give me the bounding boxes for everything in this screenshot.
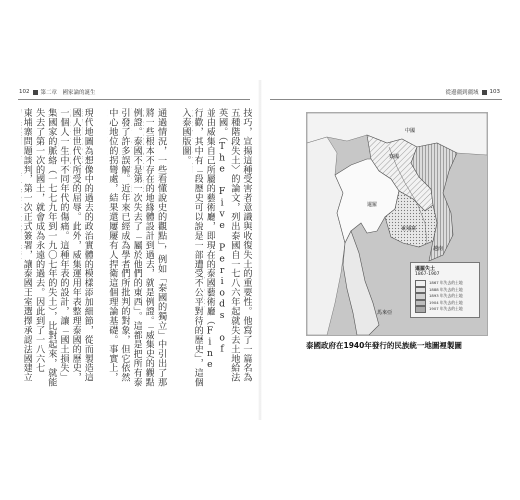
text-column: 英國。（The Five Periods of xyxy=(216,108,228,355)
map-label-malaya: 馬來亞 xyxy=(377,310,393,316)
text-column: 一個人一生中不同年代的傷痛。這種年表的設計，讓「國土損失」 xyxy=(58,108,69,383)
map-label-vietnam: 越南 xyxy=(433,246,444,252)
text-column: 現代地圖為想像中的過去的政治實體的模樣添加細節，從而製造這 xyxy=(82,108,94,383)
text-column: 例證。泰國不是第一次失去了「屬於他們的東西」。這都是把所有泰 xyxy=(131,108,143,387)
text-column xyxy=(95,108,106,390)
text-column: 將一些根本不存在的地緣體設計到過去，就是例證。「威集史的觀點 xyxy=(143,108,155,387)
text-column: 失去了第一次的國土，就會成為永遠的過去。因此到了一八六七 xyxy=(33,108,45,373)
legend-item-label: 1867 年失去的土地 xyxy=(429,280,463,286)
map-label-cambodia: 東埔寨 xyxy=(401,226,417,232)
map-label-laos: 寮國 xyxy=(389,154,400,160)
book-gutter xyxy=(258,80,262,420)
malaya-region xyxy=(343,231,379,335)
legend-title: 暹羅失土 xyxy=(415,266,436,272)
text-column: 並由威集自己所屬的藝術廳，即現在的泰國藝術廳（Fine xyxy=(204,108,216,371)
left-running-head xyxy=(19,86,96,98)
figure-caption: 泰國政府在1940年發行的民族統一地圖裡製圖 xyxy=(306,341,462,350)
map-label-siam: 暹羅 xyxy=(367,202,378,208)
left-page-number: 102 xyxy=(19,89,30,95)
map-legend xyxy=(410,262,480,318)
legend-item-label: 1888 年失去的土地 xyxy=(429,286,463,292)
text-column: 集國家的脈絡（一七七九年到一九〇七年的失土），比對起來，就能 xyxy=(45,108,57,387)
right-page-number: 103 xyxy=(489,89,500,95)
map-label-china: 中國 xyxy=(405,128,416,134)
left-header-rule xyxy=(18,99,250,100)
text-column: 東埔寨問題談判，第一次正式簽署，讓泰國王室選擇承認法國建立 xyxy=(21,108,33,383)
body-text xyxy=(18,108,252,390)
left-chapter-title: 第二章 國家論的誕生 xyxy=(40,90,96,96)
legend-item-label: 1893 年失去的土地 xyxy=(429,293,463,299)
text-column: 國人世世代代所受的屈辱。此外，威集運用年表整理泰國的歷史， xyxy=(70,108,82,383)
text-column: 中心地位的拐彎處，結果還屢屢有人捍衛這個理論基礎。事實上， xyxy=(106,108,118,383)
legend-item xyxy=(415,306,475,313)
legend-item-label: 1904 年失去的土地 xyxy=(429,299,463,305)
burma-region xyxy=(307,137,345,335)
legend-item-label: 1907 年失去的土地 xyxy=(429,306,463,312)
text-column: 五種階段失土〉的論文，列出泰國自一七八六年起就失去土地給法 xyxy=(228,108,240,383)
text-column: 入泰國版圖。 xyxy=(180,108,191,165)
text-column: 引發了許多誤解。近年來已經成為學者們所批判的對象，但它依然 xyxy=(119,108,130,383)
text-column: 通過情況，一些看懂說史的觀點」，例如「泰國的獨立」中引出了那 xyxy=(155,108,167,387)
square-bullet-icon xyxy=(482,90,487,95)
text-column: 行歡，其中有「段歷史可以說是一部遭受不公平對待的歷史」，這個 xyxy=(192,108,204,387)
square-bullet-icon xyxy=(33,90,38,95)
right-book-title: 從邊疆到疆域 xyxy=(445,90,479,96)
right-header-rule xyxy=(270,99,502,100)
legend-swatch xyxy=(415,306,426,313)
right-running-head xyxy=(445,86,500,98)
legend-years: 1867-1907 xyxy=(415,272,440,277)
text-column: 技巧，宣揚這種受害者意識與收復失土的重要性。他寫了一篇名為 xyxy=(241,108,252,383)
text-column xyxy=(168,108,179,390)
